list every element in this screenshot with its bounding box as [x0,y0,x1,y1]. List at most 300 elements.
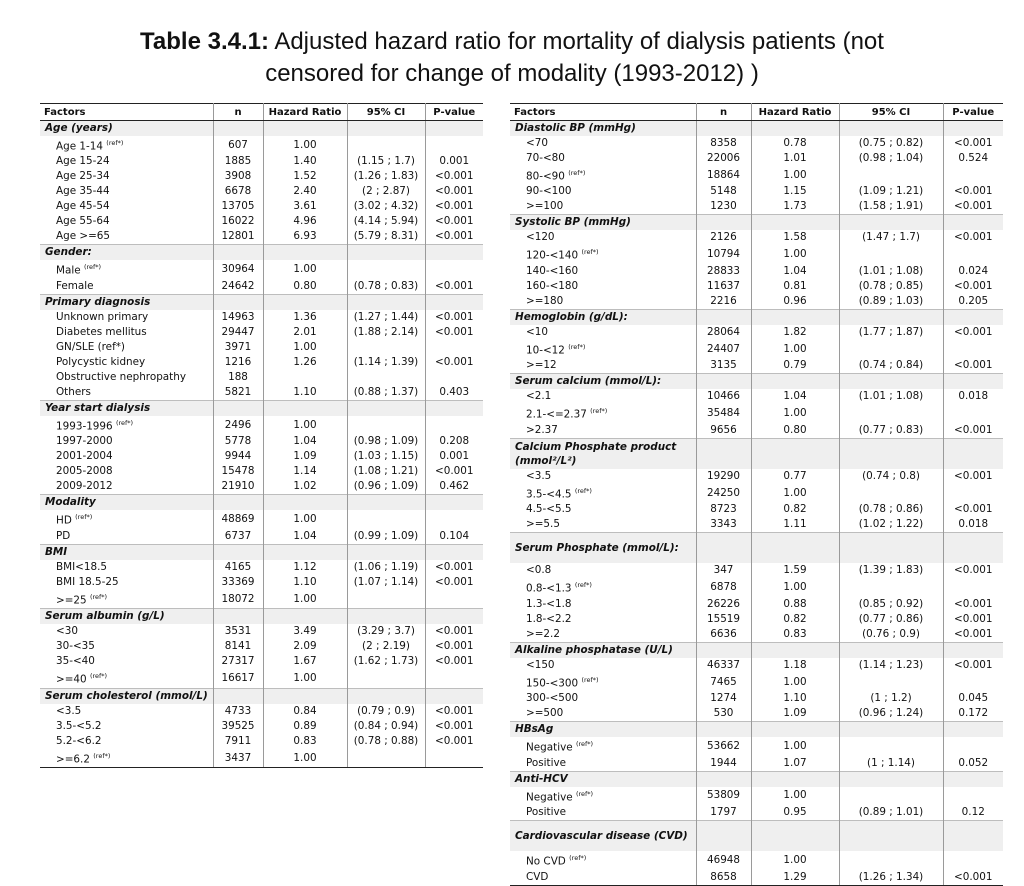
factor-cell [510,279,696,294]
factor-label: Others [56,385,91,398]
hazard-ratio-cell: 1.10 [751,691,839,706]
pvalue-cell: <0.001 [435,185,474,198]
hazard-ratio-cell: 1.58 [751,230,839,245]
table-row [40,154,483,169]
factor-cell [40,704,213,719]
page-title [0,26,1024,90]
factor-label: 5.2-<6.2 [56,734,102,747]
empty-cell [696,121,751,137]
table-row [40,229,483,245]
table-row [510,279,1003,294]
hazard-ratio-cell: 1.12 [263,560,347,575]
factor-cell [40,479,213,495]
table-row [40,669,483,688]
factor-cell [40,719,213,734]
factor-label: Polycystic kidney [56,355,146,368]
n-cell: 10466 [696,389,751,404]
factor-label: Age 55-64 [56,215,110,228]
empty-cell [839,771,943,787]
pvalue-cell [425,590,483,609]
hazard-ratio-cell: 1.00 [751,787,839,805]
factor-label: 70-<80 [526,152,565,164]
empty-cell [751,642,839,658]
pvalue-cell: <0.001 [435,310,474,323]
pvalue-cell [425,370,483,385]
n-cell: 3343 [696,517,751,533]
pvalue-cell: 0.462 [439,480,470,493]
hazard-ratio-cell: 4.96 [263,214,347,229]
n-cell: 29447 [213,325,263,340]
section-label: Cardiovascular disease (CVD) [510,821,696,852]
pvalue-cell: <0.001 [435,625,474,638]
factor-label: BMI 18.5-25 [56,575,119,588]
factor-cell [40,529,213,545]
pvalue-cell: 0.403 [439,385,470,398]
factor-cell [40,199,213,214]
factor-label: 1997-2000 [56,435,113,448]
ci-cell: (5.79 ; 8.31) [347,229,425,245]
factor-cell [40,639,213,654]
table-row [40,385,483,401]
col-hazard-ratio-header: Hazard Ratio [263,104,347,121]
n-cell: 19290 [696,469,751,484]
pvalue-cell [943,166,1003,184]
factor-label: >=180 [526,294,564,307]
reference-marker: (ref*) [568,342,586,351]
hazard-ratio-cell: 1.02 [263,479,347,495]
factor-cell [40,385,213,401]
n-cell: 24407 [696,340,751,358]
n-cell: 1944 [696,756,751,772]
hazard-ratio-cell: 1.00 [263,136,347,154]
factor-label: >=5.5 [526,518,560,531]
hazard-ratio-cell: 1.10 [263,575,347,590]
pvalue-cell: 0.001 [439,155,470,168]
section-label: Hemoglobin (g/dL): [510,309,696,325]
ci-cell [839,484,943,502]
factor-cell [510,805,696,821]
hazard-ratio-cell: 1.00 [263,590,347,609]
table-row [510,136,1003,151]
factor-label: HD [56,514,72,527]
ci-cell: (3.29 ; 3.7) [347,624,425,639]
ci-cell [347,416,425,434]
ci-cell: (0.84 ; 0.94) [347,719,425,734]
n-cell: 3531 [213,624,263,639]
empty-cell [696,722,751,738]
ci-cell [839,673,943,691]
title-line-1: Adjusted hazard ratio for mortality of dialysis patients (not [268,28,884,55]
ci-cell: (1.88 ; 2.14) [347,325,425,340]
pvalue-cell: 0.208 [439,435,470,448]
reference-marker: (ref*) [574,581,592,590]
n-cell: 1797 [696,805,751,821]
factor-label: 2009-2012 [56,480,113,493]
ci-cell: (0.78 ; 0.88) [347,734,425,749]
hazard-ratio-cell: 0.80 [263,279,347,295]
section-header-row [40,688,483,704]
factor-cell [510,517,696,533]
factor-cell [40,325,213,340]
table-row [40,704,483,719]
empty-cell [751,309,839,325]
section-label: Primary diagnosis [40,294,213,310]
factor-label: GN/SLE (ref*) [56,340,125,353]
empty-cell [839,533,943,564]
n-cell: 18864 [696,166,751,184]
factor-label: <0.8 [526,564,552,577]
factor-label: >=40 [56,673,87,686]
factor-label: Obstructive nephropathy [56,370,186,383]
table-row [40,654,483,669]
pvalue-cell: <0.001 [435,640,474,653]
empty-cell [696,438,751,469]
section-header-row [510,642,1003,658]
n-cell: 16617 [213,669,263,688]
pvalue-cell [425,510,483,528]
hazard-ratio-cell: 1.04 [751,264,839,279]
pvalue-cell: 0.104 [439,529,470,542]
factor-cell [40,154,213,169]
n-cell: 188 [213,370,263,385]
section-label: Diastolic BP (mmHg) [510,121,696,137]
n-cell: 6737 [213,529,263,545]
empty-cell [839,215,943,231]
table-row [510,199,1003,215]
empty-cell [943,771,1003,787]
table-row [510,737,1003,755]
n-cell: 28833 [696,264,751,279]
hazard-table-left [40,103,483,768]
empty-cell [213,609,263,625]
empty-cell [839,121,943,137]
n-cell: 530 [696,706,751,722]
factor-cell [510,423,696,439]
n-cell: 2126 [696,230,751,245]
n-cell: 3971 [213,340,263,355]
factor-cell [510,578,696,596]
factor-label: <30 [56,625,78,638]
pvalue-cell [943,245,1003,263]
factor-cell [510,245,696,263]
empty-cell [839,438,943,469]
hazard-ratio-cell: 3.49 [263,624,347,639]
n-cell: 33369 [213,575,263,590]
factor-cell [510,737,696,755]
empty-cell [347,688,425,704]
n-cell: 1230 [696,199,751,215]
n-cell: 24642 [213,279,263,295]
title-line-2: censored for change of modality (1993-2012) ) [265,60,759,87]
col-factors-header: Factors [40,104,213,121]
pvalue-cell: <0.001 [954,359,993,372]
table-row [510,230,1003,245]
ci-cell: (1.14 ; 1.23) [839,658,943,673]
hazard-ratio-cell: 1.00 [263,416,347,434]
pvalue-cell [425,260,483,278]
n-cell: 5778 [213,434,263,449]
hazard-ratio-cell: 0.96 [751,294,839,310]
section-header-row [510,438,1003,469]
reference-marker: (ref*) [106,139,124,147]
ci-cell: (0.78 ; 0.86) [839,502,943,517]
n-cell: 2496 [213,416,263,434]
section-label: Anti-HCV [510,771,696,787]
empty-cell [347,121,425,137]
pvalue-cell: 0.524 [958,152,989,164]
factor-cell [40,279,213,295]
empty-cell [213,121,263,137]
ci-cell [347,669,425,688]
factor-cell [40,624,213,639]
section-label: Year start dialysis [40,400,213,416]
section-header-row [510,309,1003,325]
col-ci-header: 95% CI [347,104,425,121]
empty-cell [347,544,425,560]
table-row [510,294,1003,310]
factor-label: BMI<18.5 [56,560,107,573]
n-cell: 30964 [213,260,263,278]
table-row [40,325,483,340]
empty-cell [213,400,263,416]
factor-cell [40,464,213,479]
factor-label: 300-<500 [526,692,579,705]
factor-cell [40,575,213,590]
empty-cell [263,495,347,511]
reference-marker: (ref*) [581,248,599,257]
factor-label: CVD [526,870,549,883]
factor-cell [510,340,696,358]
pvalue-cell: 0.018 [958,390,989,403]
factor-cell [510,502,696,517]
hazard-ratio-cell: 1.04 [263,434,347,449]
n-cell: 16022 [213,214,263,229]
table-row [40,355,483,370]
table-row [510,851,1003,869]
n-cell: 1274 [696,691,751,706]
hazard-ratio-cell: 0.88 [751,597,839,612]
hazard-ratio-cell: 0.83 [751,627,839,643]
empty-cell [213,544,263,560]
hazard-ratio-cell: 3.61 [263,199,347,214]
table-row [510,245,1003,263]
ci-cell: (1.77 ; 1.87) [839,325,943,340]
ci-cell: (0.85 ; 0.92) [839,597,943,612]
factor-cell [510,230,696,245]
factor-cell [510,264,696,279]
pvalue-cell: <0.001 [954,627,993,640]
empty-cell [839,309,943,325]
factor-cell [40,416,213,434]
table-row [510,151,1003,166]
n-cell: 14963 [213,310,263,325]
empty-cell [425,688,483,704]
ci-cell: (1.01 ; 1.08) [839,264,943,279]
factor-cell [40,590,213,609]
reference-marker: (ref*) [569,854,587,863]
pvalue-cell: <0.001 [954,423,993,436]
pvalue-cell: <0.001 [954,597,993,610]
ci-cell [839,578,943,596]
col-factors-header: Factors [510,104,696,121]
factor-cell [40,370,213,385]
ci-cell: (0.78 ; 0.85) [839,279,943,294]
factor-cell [510,870,696,886]
section-header-row [510,722,1003,738]
section-label: Systolic BP (mmHg) [510,215,696,231]
reference-marker: (ref*) [115,418,134,427]
n-cell: 347 [696,563,751,578]
empty-cell [696,821,751,852]
ci-cell: (0.89 ; 1.01) [839,805,943,821]
hazard-ratio-cell: 1.59 [751,563,839,578]
factor-cell [510,136,696,151]
reference-marker: (ref*) [575,740,594,749]
pvalue-cell: <0.001 [954,612,993,625]
factor-label: 2.1-<=2.37 [526,408,587,421]
factor-cell [510,469,696,484]
table-row [510,627,1003,643]
empty-cell [943,533,1003,564]
factor-label: Unknown primary [56,310,149,323]
n-cell: 5148 [696,184,751,199]
pvalue-cell [425,340,483,355]
factor-label: Positive [526,806,567,819]
table-row [40,416,483,434]
table-row [510,184,1003,199]
factor-label: 90-<100 [526,185,572,198]
col-n-header: n [213,104,263,121]
empty-cell [943,722,1003,738]
hazard-ratio-cell: 0.80 [751,423,839,439]
reference-marker: (ref*) [83,263,102,272]
section-header-row [40,294,483,310]
empty-cell [263,609,347,625]
n-cell: 28064 [696,325,751,340]
hazard-ratio-cell: 1.26 [263,355,347,370]
pvalue-cell: <0.001 [435,734,474,747]
n-cell: 53662 [696,737,751,755]
pvalue-cell [943,673,1003,691]
n-cell: 27317 [213,654,263,669]
hazard-ratio-cell: 1.00 [263,669,347,688]
n-cell: 15519 [696,612,751,627]
pvalue-cell: <0.001 [954,200,993,213]
factor-label: No CVD [526,855,566,868]
factor-label: 160-<180 [526,279,579,292]
empty-cell [943,438,1003,469]
n-cell: 11637 [696,279,751,294]
factor-label: >=2.2 [526,627,560,640]
pvalue-cell: <0.001 [435,215,474,228]
table-row [40,639,483,654]
table-row [40,434,483,449]
hazard-ratio-cell: 0.81 [751,279,839,294]
hazard-ratio-cell: 1.07 [751,756,839,772]
hazard-ratio-cell: 1.00 [751,404,839,422]
pvalue-cell: 0.052 [958,756,989,769]
factor-cell [510,706,696,722]
factor-label: >=6.2 [56,753,90,766]
table-row [510,691,1003,706]
table-body-right [510,121,1003,886]
empty-cell [347,400,425,416]
table-header-row [510,104,1003,121]
factor-cell [40,734,213,749]
pvalue-cell: <0.001 [435,170,474,183]
hazard-ratio-cell: 1.09 [751,706,839,722]
col-pvalue-header: P-value [943,104,1003,121]
col-pvalue-header: P-value [425,104,483,121]
table-row [510,578,1003,596]
empty-cell [263,245,347,261]
section-label: Age (years) [40,121,213,137]
section-header-row [510,121,1003,137]
n-cell: 26226 [696,597,751,612]
n-cell: 3437 [213,749,263,768]
section-header-row [40,609,483,625]
empty-cell [263,294,347,310]
pvalue-cell: <0.001 [435,719,474,732]
pvalue-cell: <0.001 [954,279,993,292]
section-header-row [510,374,1003,390]
n-cell: 13705 [213,199,263,214]
hazard-ratio-cell: 1.15 [751,184,839,199]
pvalue-cell: <0.001 [435,560,474,573]
empty-cell [696,215,751,231]
pvalue-cell: <0.001 [954,231,993,244]
table-row [510,706,1003,722]
n-cell: 7465 [696,673,751,691]
reference-marker: (ref*) [89,592,108,601]
empty-cell [696,374,751,390]
section-header-row [40,245,483,261]
factor-cell [40,169,213,184]
n-cell: 39525 [213,719,263,734]
empty-cell [839,821,943,852]
pvalue-cell: <0.001 [954,564,993,577]
hazard-ratio-cell: 1.00 [751,578,839,596]
table-row [510,389,1003,404]
empty-cell [425,400,483,416]
col-n-header: n [696,104,751,121]
ci-cell [839,404,943,422]
table-row [40,749,483,768]
factor-label: 150-<300 [526,677,579,690]
empty-cell [696,309,751,325]
pvalue-cell: 0.001 [439,450,470,463]
ci-cell: (0.74 ; 0.84) [839,358,943,374]
pvalue-cell [943,851,1003,869]
ci-cell: (1.09 ; 1.21) [839,184,943,199]
empty-cell [347,495,425,511]
empty-cell [696,642,751,658]
factor-cell [510,673,696,691]
ci-cell [347,510,425,528]
factor-label: <3.5 [526,469,552,482]
factor-cell [510,691,696,706]
factor-cell [40,449,213,464]
ci-cell [839,166,943,184]
pvalue-cell [425,136,483,154]
table-row [40,624,483,639]
hazard-ratio-cell: 2.01 [263,325,347,340]
table-row [510,358,1003,374]
reference-marker: (ref*) [574,486,592,495]
ci-cell [347,590,425,609]
factor-label: 4.5-<5.5 [526,503,572,516]
ci-cell [839,787,943,805]
